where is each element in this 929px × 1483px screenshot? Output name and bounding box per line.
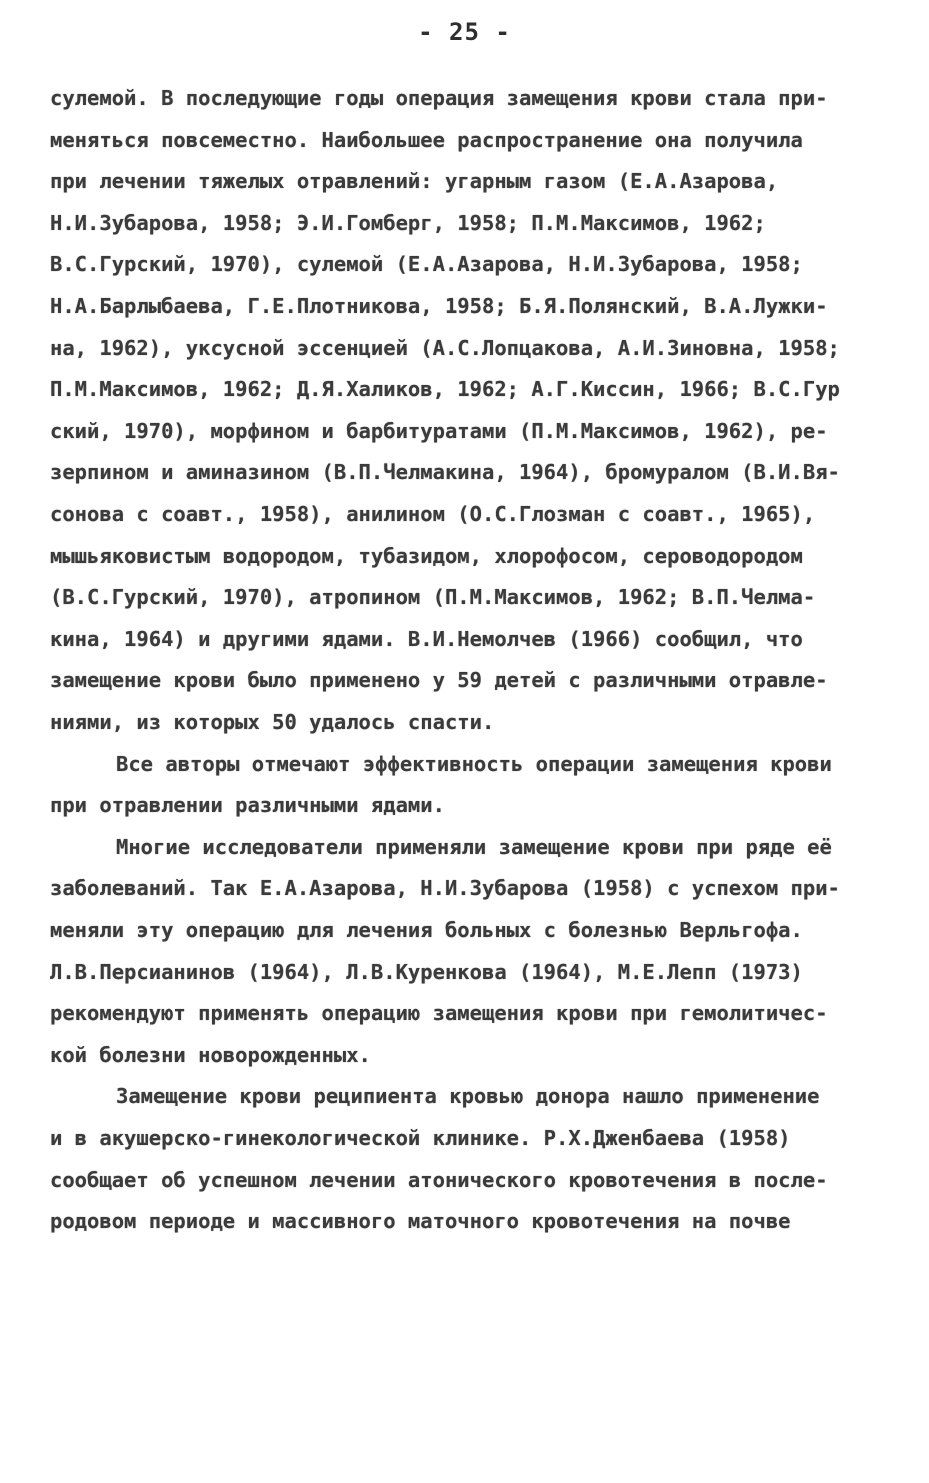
text-line: и в акушерско-гинекологической клинике. Р.Х.Дженбаева (1958) [50, 1126, 791, 1150]
text-line: на, 1962), уксусной эссенцией (А.С.Лопцакова, А.И.Зиновна, 1958; [50, 335, 840, 360]
text-line: меняться повсеместно. Наибольшее распространение она получила [50, 127, 803, 152]
text-line: меняли эту операцию для лечения больных с болезнью Верльгофа. [50, 918, 803, 942]
text-line: Л.В.Персианинов (1964), Л.В.Куренкова (1964), М.Е.Лепп (1973) [50, 959, 803, 984]
text-line: при лечении тяжелых отравлений: угарным газом (Е.А.Азарова, [50, 169, 779, 194]
text-line: мышьяковистым водородом, тубазидом, хлорофосом, сероводородом [50, 543, 803, 568]
text-line: Н.И.Зубарова, 1958; Э.И.Гомберг, 1958; П.М.Максимов, 1962; [50, 210, 766, 235]
text-line: кой болезни новорожденных. [50, 1042, 371, 1067]
text-line: Многие исследователи применяли замещение крови при ряде её [116, 834, 832, 859]
text-line: сулемой. В последующие годы операция замещения крови стала при- [50, 86, 828, 110]
text-line: Все авторы отмечают эффективность операции замещения крови [116, 751, 832, 776]
text-line: П.М.Максимов, 1962; Д.Я.Халиков, 1962; А.Г.Киссин, 1966; В.С.Гур [50, 377, 840, 402]
text-line: сонова с соавт., 1958), анилином (О.С.Глозман с соавт., 1965), [50, 502, 816, 526]
text-line: зерпином и аминазином (В.П.Челмакина, 1964), бромуралом (В.И.Вя- [50, 460, 840, 485]
text-line: В.С.Гурский, 1970), сулемой (Е.А.Азарова, Н.И.Зубарова, 1958; [50, 252, 803, 277]
text-line: рекомендуют применять операцию замещения крови при гемолитичес- [50, 1001, 828, 1026]
text-line: родовом периоде и массивного маточного кровотечения на почве [50, 1209, 791, 1234]
text-line: кина, 1964) и другими ядами. В.И.Немолчев (1966) сообщил, что [50, 626, 803, 651]
text-line: сообщает об успешном лечении атонического кровотечения в после- [50, 1167, 828, 1192]
text-line: при отравлении различными ядами. [50, 793, 445, 818]
text-line: (В.С.Гурский, 1970), атропином (П.М.Максимов, 1962; В.П.Челма- [50, 585, 816, 610]
text-line: Н.А.Барлыбаева, Г.Е.Плотникова, 1958; Б.Я.Полянский, В.А.Лужки- [50, 294, 828, 318]
text-line: ниями, из которых 50 удалось спасти. [50, 710, 495, 734]
text-line: заболеваний. Так Е.А.Азарова, Н.И.Зубарова (1958) с успехом при- [50, 876, 840, 901]
text-line: Замещение крови реципиента кровью донора нашло применение [116, 1084, 820, 1109]
text-line: замещение крови было применено у 59 детей с различными отравле- [50, 668, 828, 693]
page-number: - 25 - [418, 18, 511, 46]
text-line: ский, 1970), морфином и барбитуратами (П.М.Максимов, 1962), ре- [50, 418, 828, 443]
